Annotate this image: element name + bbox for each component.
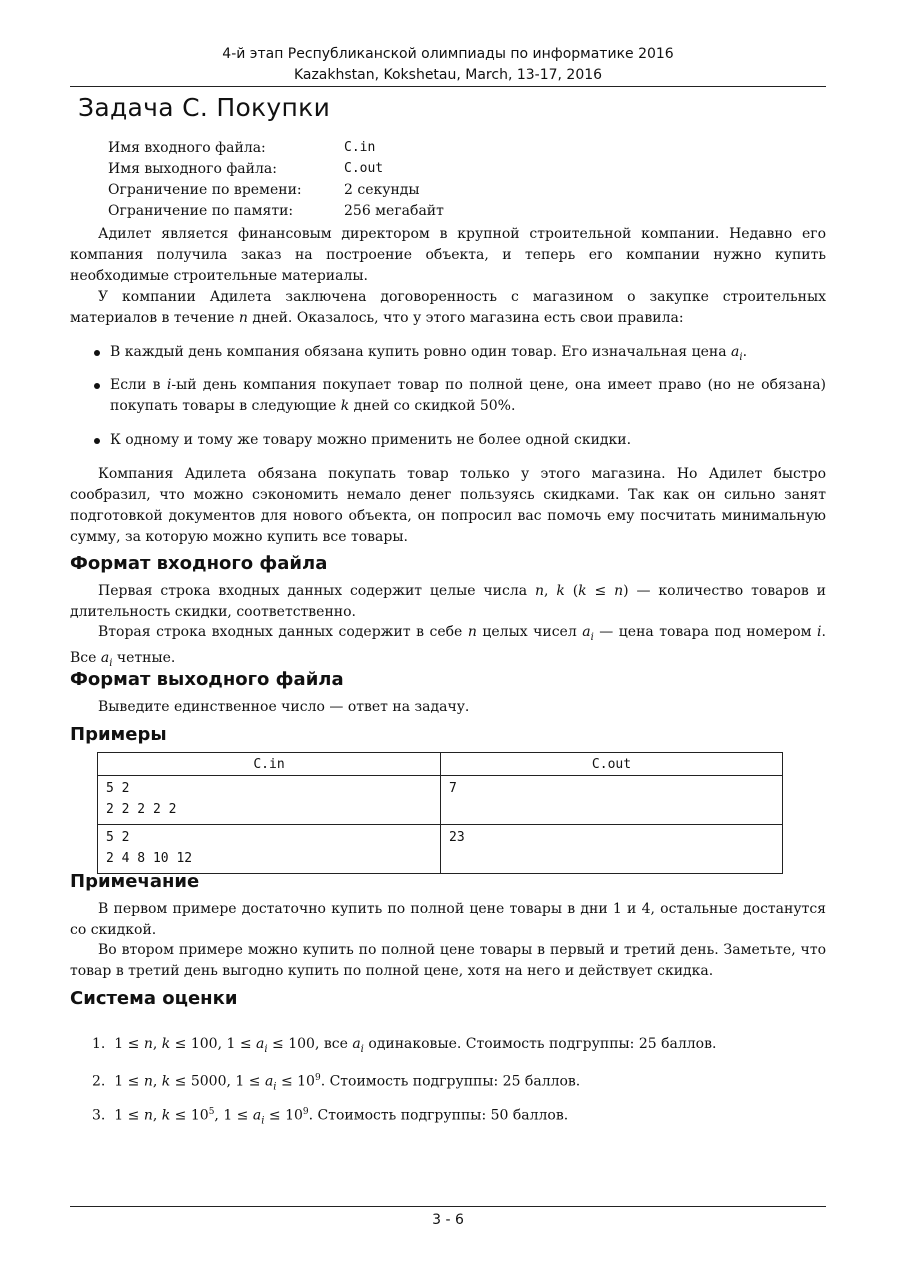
info-label: Имя входного файла:: [108, 139, 266, 156]
statement-paragraph-3: Компания Адилета обязана покупать товар только у этого магазина. Но Адилет быстро сообразил, что можно сэкономить немало денег пользуясь скидками. Так как он сильно занят подготовкой документов для нового объекта, он попросил вас помочь ему посчитать минимальную сумму, за которую можно купить все товары.: [70, 466, 826, 545]
output-format-text: Выведите единственное число — ответ на задачу.: [98, 699, 470, 715]
info-value: C.in: [344, 140, 376, 155]
example-output-cell: 7: [441, 776, 783, 825]
header-line-1: 4-й этап Республиканской олимпиады по информатике 2016: [222, 46, 674, 62]
rule-bullet-1: В каждый день компания обязана купить ровно один товар. Его изначальная цена $a_i$.: [94, 342, 826, 368]
column-header-output: C.out: [441, 753, 783, 776]
example-input-cell: 5 2 2 4 8 10 12: [98, 825, 441, 874]
info-row: [108, 200, 444, 221]
input-format-paragraph-2: Вторая строка входных данных содержит в себе n целых чисел $a_i$ — цена товара под номером i. Все $a_i$ четные.: [70, 624, 826, 669]
note-heading: Примечание: [70, 871, 200, 892]
note-paragraph-1: В первом примере достаточно купить по полной цене товары в дни 1 и 4, остальные достанутся со скидкой.: [70, 901, 826, 938]
info-label: Имя выходного файла:: [108, 160, 277, 177]
info-row: [108, 158, 444, 179]
bullet-dot: [94, 438, 100, 444]
problem-title: Задача C. Покупки: [78, 93, 331, 122]
example-output-cell: 23: [441, 825, 783, 874]
info-value: 2 секунды: [344, 181, 420, 198]
rule-bullet-3: К одному и тому же товару можно применить не более одной скидки.: [94, 430, 826, 451]
statement-paragraph-1: Адилет является финансовым директором в крупной строительной компании. Недавно его компания получила заказ на построение объекта, и теперь его компании нужно купить необходимые строительные материалы.: [70, 226, 826, 284]
column-header-input: C.in: [98, 753, 441, 776]
example-row: [98, 776, 783, 825]
info-value: 256 мегабайт: [344, 202, 444, 219]
info-label: Ограничение по времени:: [108, 181, 302, 198]
info-row: [108, 179, 444, 200]
scoring-item-1: 1. 1 ≤ n, k ≤ 100, $1 \le a_i \le 100$, все $a_i$ одинаковые. Стоимость подгруппы: 25 баллов.: [92, 1036, 717, 1055]
examples-heading: Примеры: [70, 724, 167, 745]
info-value: C.out: [344, 161, 384, 176]
page-header: [70, 44, 826, 86]
examples-table: [97, 752, 783, 874]
example-row: [98, 825, 783, 874]
info-row: [108, 137, 444, 158]
scoring-item-3: 3. 1 ≤ n, $k \le 10^5$, $1 \le a_i \le 10^9$. Стоимость подгруппы: 50 баллов.: [92, 1107, 569, 1127]
scoring-item-2: 2. 1 ≤ n, k ≤ 5000, $1 \le a_i \le 10^9$. Стоимость подгруппы: 25 баллов.: [92, 1073, 581, 1093]
header-rule: [70, 86, 826, 87]
note-paragraph-2: Во втором примере можно купить по полной цене товары в первый и третий день. Заметьте, что товар в третий день выгодно купить по полной цене, хотя на него и действует скидка.: [70, 942, 826, 979]
input-format-heading: Формат входного файла: [70, 553, 328, 574]
problem-info: [108, 137, 444, 221]
scoring-heading: Система оценки: [70, 988, 238, 1009]
bullet-dot: [94, 350, 100, 356]
rule-bullet-2: Если в i-ый день компания покупает товар по полной цене, она имеет право (но не обязана) покупать товары в следующие k дней со скидкой 50%.: [94, 375, 826, 417]
examples-header-row: [98, 753, 783, 776]
info-label: Ограничение по памяти:: [108, 202, 294, 219]
page-number: 3 - 6: [432, 1212, 464, 1228]
input-format-paragraph-1: Первая строка входных данных содержит целые числа n, k (k ≤ n) — количество товаров и длительность скидки, соответственно.: [70, 583, 826, 620]
example-input-cell: 5 2 2 2 2 2 2: [98, 776, 441, 825]
statement-paragraph-2: У компании Адилета заключена договоренность с магазином о закупке строительных материалов в течение n дней. Оказалось, что у этого магазина есть свои правила:: [70, 289, 826, 326]
bullet-dot: [94, 383, 100, 389]
output-format-heading: Формат выходного файла: [70, 669, 344, 690]
footer-rule: [70, 1206, 826, 1207]
header-line-2: Kazakhstan, Kokshetau, March, 13-17, 2016: [293, 67, 603, 83]
